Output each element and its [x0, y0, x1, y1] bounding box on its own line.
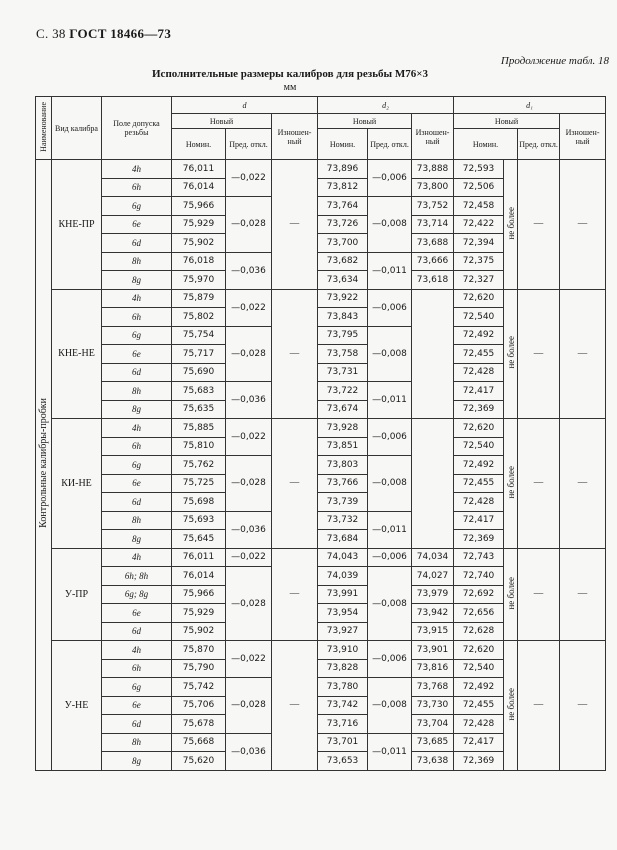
- d1-nominal: 72,417: [454, 733, 504, 752]
- d1-worn: —: [560, 548, 606, 641]
- d2-worn: 74,027: [412, 567, 454, 586]
- d2-nominal: 73,684: [318, 530, 368, 549]
- tolerance-field: 8h: [102, 252, 172, 271]
- header-d1: d₁: [454, 97, 606, 114]
- d2-nominal: 73,722: [318, 382, 368, 401]
- d2-nominal: 73,795: [318, 326, 368, 345]
- d-worn: —: [272, 641, 318, 771]
- d-deviation: —0,036: [226, 382, 272, 419]
- nebolee-text: не более: [505, 576, 516, 610]
- caption-title: Исполнительные размеры калибров для резьбы М76×3: [152, 68, 428, 80]
- d-worn: —: [272, 289, 318, 419]
- d1-nominal: 72,428: [454, 715, 504, 734]
- d2-nominal: 73,812: [318, 178, 368, 197]
- tolerance-field: 4h: [102, 641, 172, 660]
- d1-nominal: 72,394: [454, 234, 504, 253]
- d-deviation: —0,022: [226, 289, 272, 326]
- header-vid: Вид калибра: [52, 97, 102, 160]
- d1-limit-note: [504, 419, 518, 549]
- d1-nominal: 72,740: [454, 567, 504, 586]
- d1-nominal: 72,506: [454, 178, 504, 197]
- d2-deviation: —0,006: [368, 419, 412, 456]
- d-nominal: 76,011: [172, 160, 226, 179]
- d-nominal: 75,879: [172, 289, 226, 308]
- tolerance-field: 8g: [102, 752, 172, 771]
- d-deviation: —0,022: [226, 641, 272, 678]
- d-nominal: 76,014: [172, 567, 226, 586]
- d2-nominal: 73,682: [318, 252, 368, 271]
- d2-nominal: 73,910: [318, 641, 368, 660]
- d1-nominal: 72,492: [454, 326, 504, 345]
- d-nominal: 75,717: [172, 345, 226, 364]
- d2-nominal: 73,700: [318, 234, 368, 253]
- d2-nominal: 73,954: [318, 604, 368, 623]
- d2-worn: 73,979: [412, 585, 454, 604]
- d2-nominal: 73,732: [318, 511, 368, 530]
- tolerance-field: 6d: [102, 234, 172, 253]
- d-worn: —: [272, 160, 318, 290]
- d-nominal: 75,929: [172, 604, 226, 623]
- gauge-type: У-НЕ: [52, 641, 102, 771]
- d-nominal: 75,698: [172, 493, 226, 512]
- d-deviation: —0,022: [226, 160, 272, 197]
- d1-deviation: —: [518, 419, 560, 549]
- d2-nominal: 73,674: [318, 400, 368, 419]
- d-deviation: —0,022: [226, 548, 272, 567]
- tolerance-field: 4h: [102, 419, 172, 438]
- d1-nominal: 72,417: [454, 382, 504, 401]
- tolerance-field: 6g: [102, 456, 172, 475]
- d2-nominal: 73,896: [318, 160, 368, 179]
- d1-nominal: 72,620: [454, 419, 504, 438]
- d-nominal: 75,645: [172, 530, 226, 549]
- d2-worn: 73,800: [412, 178, 454, 197]
- tolerance-field: 6d: [102, 715, 172, 734]
- d2-nominal: 73,928: [318, 419, 368, 438]
- d1-nominal: 72,540: [454, 659, 504, 678]
- tolerance-field: 4h: [102, 160, 172, 179]
- d2-nominal: 73,922: [318, 289, 368, 308]
- d2-worn: 73,685: [412, 733, 454, 752]
- d-nominal: 75,790: [172, 659, 226, 678]
- d2-deviation: —0,008: [368, 456, 412, 512]
- d1-nominal: 72,455: [454, 474, 504, 493]
- d2-deviation: —0,008: [368, 197, 412, 253]
- d-nominal: 75,966: [172, 585, 226, 604]
- d2-nominal: 73,739: [318, 493, 368, 512]
- tolerance-field: 6d: [102, 363, 172, 382]
- d1-deviation: —: [518, 160, 560, 290]
- nebolee-text: не более: [505, 465, 516, 499]
- d-nominal: 75,802: [172, 308, 226, 327]
- d2-worn: 73,730: [412, 696, 454, 715]
- d1-nominal: 72,375: [454, 252, 504, 271]
- nebolee-text: не более: [505, 336, 516, 369]
- d1-nominal: 72,540: [454, 437, 504, 456]
- d1-worn: —: [560, 419, 606, 549]
- d2-deviation: —0,011: [368, 511, 412, 548]
- tolerance-field: 8g: [102, 400, 172, 419]
- d2-nominal: 74,039: [318, 567, 368, 586]
- d-deviation: —0,028: [226, 567, 272, 641]
- d2-nominal: 73,764: [318, 197, 368, 216]
- header-d-novyi: Новый: [172, 114, 272, 129]
- gauge-type: У-ПР: [52, 548, 102, 641]
- header-d2-pred: Пред. откл.: [368, 129, 412, 160]
- d1-nominal: 72,620: [454, 289, 504, 308]
- d1-limit-note: [504, 160, 518, 290]
- tolerance-field: 6d: [102, 622, 172, 641]
- d-nominal: 75,929: [172, 215, 226, 234]
- d2-nominal: 73,653: [318, 752, 368, 771]
- table-caption: [140, 68, 440, 94]
- tolerance-field: 8g: [102, 530, 172, 549]
- d-nominal: 75,683: [172, 382, 226, 401]
- d2-nominal: 73,991: [318, 585, 368, 604]
- header-d-nomin: Номин.: [172, 129, 226, 160]
- d1-worn: —: [560, 641, 606, 771]
- header-d1-pred: Пред. откл.: [518, 129, 560, 160]
- page-header: [36, 26, 171, 42]
- d2-worn: 73,618: [412, 271, 454, 290]
- d2-worn-empty: [412, 289, 454, 419]
- d1-deviation: —: [518, 289, 560, 419]
- d1-deviation: —: [518, 548, 560, 641]
- d-nominal: 75,742: [172, 678, 226, 697]
- d1-nominal: 72,656: [454, 604, 504, 623]
- d-deviation: —0,036: [226, 252, 272, 289]
- tolerance-field: 6g; 8g: [102, 585, 172, 604]
- d2-deviation: —0,008: [368, 678, 412, 734]
- table-body: [36, 160, 606, 771]
- d2-deviation: —0,008: [368, 326, 412, 382]
- gauge-type: КНЕ-ПР: [52, 160, 102, 290]
- d2-nominal: 73,726: [318, 215, 368, 234]
- d-nominal: 75,970: [172, 271, 226, 290]
- d-deviation: —0,028: [226, 678, 272, 734]
- header-d2-nomin: Номин.: [318, 129, 368, 160]
- gauge-type: КИ-НЕ: [52, 419, 102, 549]
- nebolee-text: не более: [505, 687, 516, 721]
- d2-nominal: 73,780: [318, 678, 368, 697]
- d1-nominal: 72,428: [454, 363, 504, 382]
- d-nominal: 75,754: [172, 326, 226, 345]
- d1-nominal: 72,327: [454, 271, 504, 290]
- d1-nominal: 72,422: [454, 215, 504, 234]
- tolerance-field: 6h: [102, 178, 172, 197]
- d2-nominal: 73,843: [318, 308, 368, 327]
- header-naimenovanie: Наименование: [36, 97, 52, 160]
- d2-nominal: 73,758: [318, 345, 368, 364]
- d-nominal: 75,870: [172, 641, 226, 660]
- tolerance-field: 8h: [102, 511, 172, 530]
- d-nominal: 76,018: [172, 252, 226, 271]
- d2-worn: 73,752: [412, 197, 454, 216]
- d2-nominal: 73,828: [318, 659, 368, 678]
- tolerance-field: 6g: [102, 197, 172, 216]
- d2-deviation: —0,008: [368, 567, 412, 641]
- gauge-dimensions-table: [35, 96, 606, 771]
- d-nominal: 75,668: [172, 733, 226, 752]
- d2-worn: 73,704: [412, 715, 454, 734]
- d-nominal: 75,902: [172, 234, 226, 253]
- d2-worn: 73,888: [412, 160, 454, 179]
- header-d: d: [172, 97, 318, 114]
- d1-nominal: 72,692: [454, 585, 504, 604]
- d-nominal: 75,706: [172, 696, 226, 715]
- d1-nominal: 72,492: [454, 678, 504, 697]
- header-d1-iznosh: Изношен-ный: [560, 114, 606, 160]
- d2-worn: 74,034: [412, 548, 454, 567]
- d2-worn: 73,816: [412, 659, 454, 678]
- table-row: [36, 548, 606, 567]
- tolerance-field: 6e: [102, 345, 172, 364]
- tolerance-field: 6e: [102, 604, 172, 623]
- d-deviation: —0,028: [226, 326, 272, 382]
- d-deviation: —0,036: [226, 733, 272, 770]
- header-pole: Поле допуска резьбы: [102, 97, 172, 160]
- tolerance-field: 4h: [102, 289, 172, 308]
- tolerance-field: 8h: [102, 382, 172, 401]
- d2-worn: 73,768: [412, 678, 454, 697]
- header-d2-iznosh: Изношен-ный: [412, 114, 454, 160]
- d2-nominal: 73,634: [318, 271, 368, 290]
- tolerance-field: 8h: [102, 733, 172, 752]
- d1-limit-note: [504, 548, 518, 641]
- d2-worn: 73,638: [412, 752, 454, 771]
- caption-unit: мм: [283, 82, 297, 93]
- d1-nominal: 72,492: [454, 456, 504, 475]
- d-nominal: 75,885: [172, 419, 226, 438]
- d2-deviation: —0,006: [368, 641, 412, 678]
- d1-deviation: —: [518, 641, 560, 771]
- d-deviation: —0,036: [226, 511, 272, 548]
- d1-limit-note: [504, 641, 518, 771]
- tolerance-field: 6h: [102, 308, 172, 327]
- d1-nominal: 72,620: [454, 641, 504, 660]
- d2-deviation: —0,006: [368, 160, 412, 197]
- table-row: [36, 419, 606, 438]
- d2-deviation: —0,011: [368, 733, 412, 770]
- d-deviation: —0,022: [226, 419, 272, 456]
- d1-limit-note: [504, 289, 518, 419]
- nebolee-text: не более: [505, 206, 516, 240]
- d2-worn: 73,714: [412, 215, 454, 234]
- d-nominal: 75,678: [172, 715, 226, 734]
- page-number: С. 38: [36, 26, 66, 41]
- d2-worn: 73,688: [412, 234, 454, 253]
- d1-worn: —: [560, 289, 606, 419]
- d1-nominal: 72,369: [454, 400, 504, 419]
- d1-nominal: 72,458: [454, 197, 504, 216]
- header-d2: d₂: [318, 97, 454, 114]
- d1-nominal: 72,417: [454, 511, 504, 530]
- d2-nominal: 73,701: [318, 733, 368, 752]
- d2-worn: 73,901: [412, 641, 454, 660]
- d2-deviation: —0,006: [368, 548, 412, 567]
- d1-nominal: 72,428: [454, 493, 504, 512]
- d2-nominal: 74,043: [318, 548, 368, 567]
- d-nominal: 75,810: [172, 437, 226, 456]
- d-nominal: 75,762: [172, 456, 226, 475]
- header-d-pred: Пред. откл.: [226, 129, 272, 160]
- d2-worn: 73,915: [412, 622, 454, 641]
- tolerance-field: 6g: [102, 678, 172, 697]
- d-worn: —: [272, 419, 318, 549]
- d2-deviation: —0,011: [368, 382, 412, 419]
- d1-nominal: 72,369: [454, 530, 504, 549]
- standard-number: ГОСТ 18466—73: [69, 26, 172, 41]
- category-label: [36, 160, 52, 771]
- gauge-type: КНЕ-НЕ: [52, 289, 102, 419]
- tolerance-field: 6e: [102, 696, 172, 715]
- d2-nominal: 73,731: [318, 363, 368, 382]
- d-nominal: 75,966: [172, 197, 226, 216]
- d2-nominal: 73,927: [318, 622, 368, 641]
- tolerance-field: 4h: [102, 548, 172, 567]
- d-worn: —: [272, 548, 318, 641]
- d2-nominal: 73,742: [318, 696, 368, 715]
- tolerance-field: 6h: [102, 659, 172, 678]
- d-deviation: —0,028: [226, 456, 272, 512]
- d1-worn: —: [560, 160, 606, 290]
- d-nominal: 75,693: [172, 511, 226, 530]
- d1-nominal: 72,455: [454, 345, 504, 364]
- d-nominal: 76,014: [172, 178, 226, 197]
- d-nominal: 75,725: [172, 474, 226, 493]
- tolerance-field: 6g: [102, 326, 172, 345]
- d2-deviation: —0,011: [368, 252, 412, 289]
- table-row: [36, 641, 606, 660]
- d2-nominal: 73,716: [318, 715, 368, 734]
- tolerance-field: 6d: [102, 493, 172, 512]
- header-d-iznosh: Изношен-ный: [272, 114, 318, 160]
- d1-nominal: 72,369: [454, 752, 504, 771]
- d1-nominal: 72,628: [454, 622, 504, 641]
- header-d1-nomin: Номин.: [454, 129, 518, 160]
- d2-worn-empty: [412, 419, 454, 549]
- table-row: [36, 160, 606, 179]
- d2-nominal: 73,803: [318, 456, 368, 475]
- tolerance-field: 8g: [102, 271, 172, 290]
- d1-nominal: 72,455: [454, 696, 504, 715]
- d2-nominal: 73,766: [318, 474, 368, 493]
- tolerance-field: 6h: [102, 437, 172, 456]
- d-nominal: 75,620: [172, 752, 226, 771]
- d-nominal: 76,011: [172, 548, 226, 567]
- d2-nominal: 73,851: [318, 437, 368, 456]
- tolerance-field: 6e: [102, 474, 172, 493]
- d-deviation: —0,028: [226, 197, 272, 253]
- d1-nominal: 72,743: [454, 548, 504, 567]
- d1-nominal: 72,540: [454, 308, 504, 327]
- d-nominal: 75,902: [172, 622, 226, 641]
- d2-worn: 73,942: [412, 604, 454, 623]
- header-d2-novyi: Новый: [318, 114, 412, 129]
- tolerance-field: 6h; 8h: [102, 567, 172, 586]
- tolerance-field: 6e: [102, 215, 172, 234]
- d2-worn: 73,666: [412, 252, 454, 271]
- d1-nominal: 72,593: [454, 160, 504, 179]
- d-nominal: 75,635: [172, 400, 226, 419]
- d2-deviation: —0,006: [368, 289, 412, 326]
- table-continuation: Продолжение табл. 18: [500, 55, 609, 67]
- category-text: Контрольные калибры-пробки: [38, 398, 49, 529]
- header-d1-novyi: Новый: [454, 114, 560, 129]
- d-nominal: 75,690: [172, 363, 226, 382]
- table-row: [36, 289, 606, 308]
